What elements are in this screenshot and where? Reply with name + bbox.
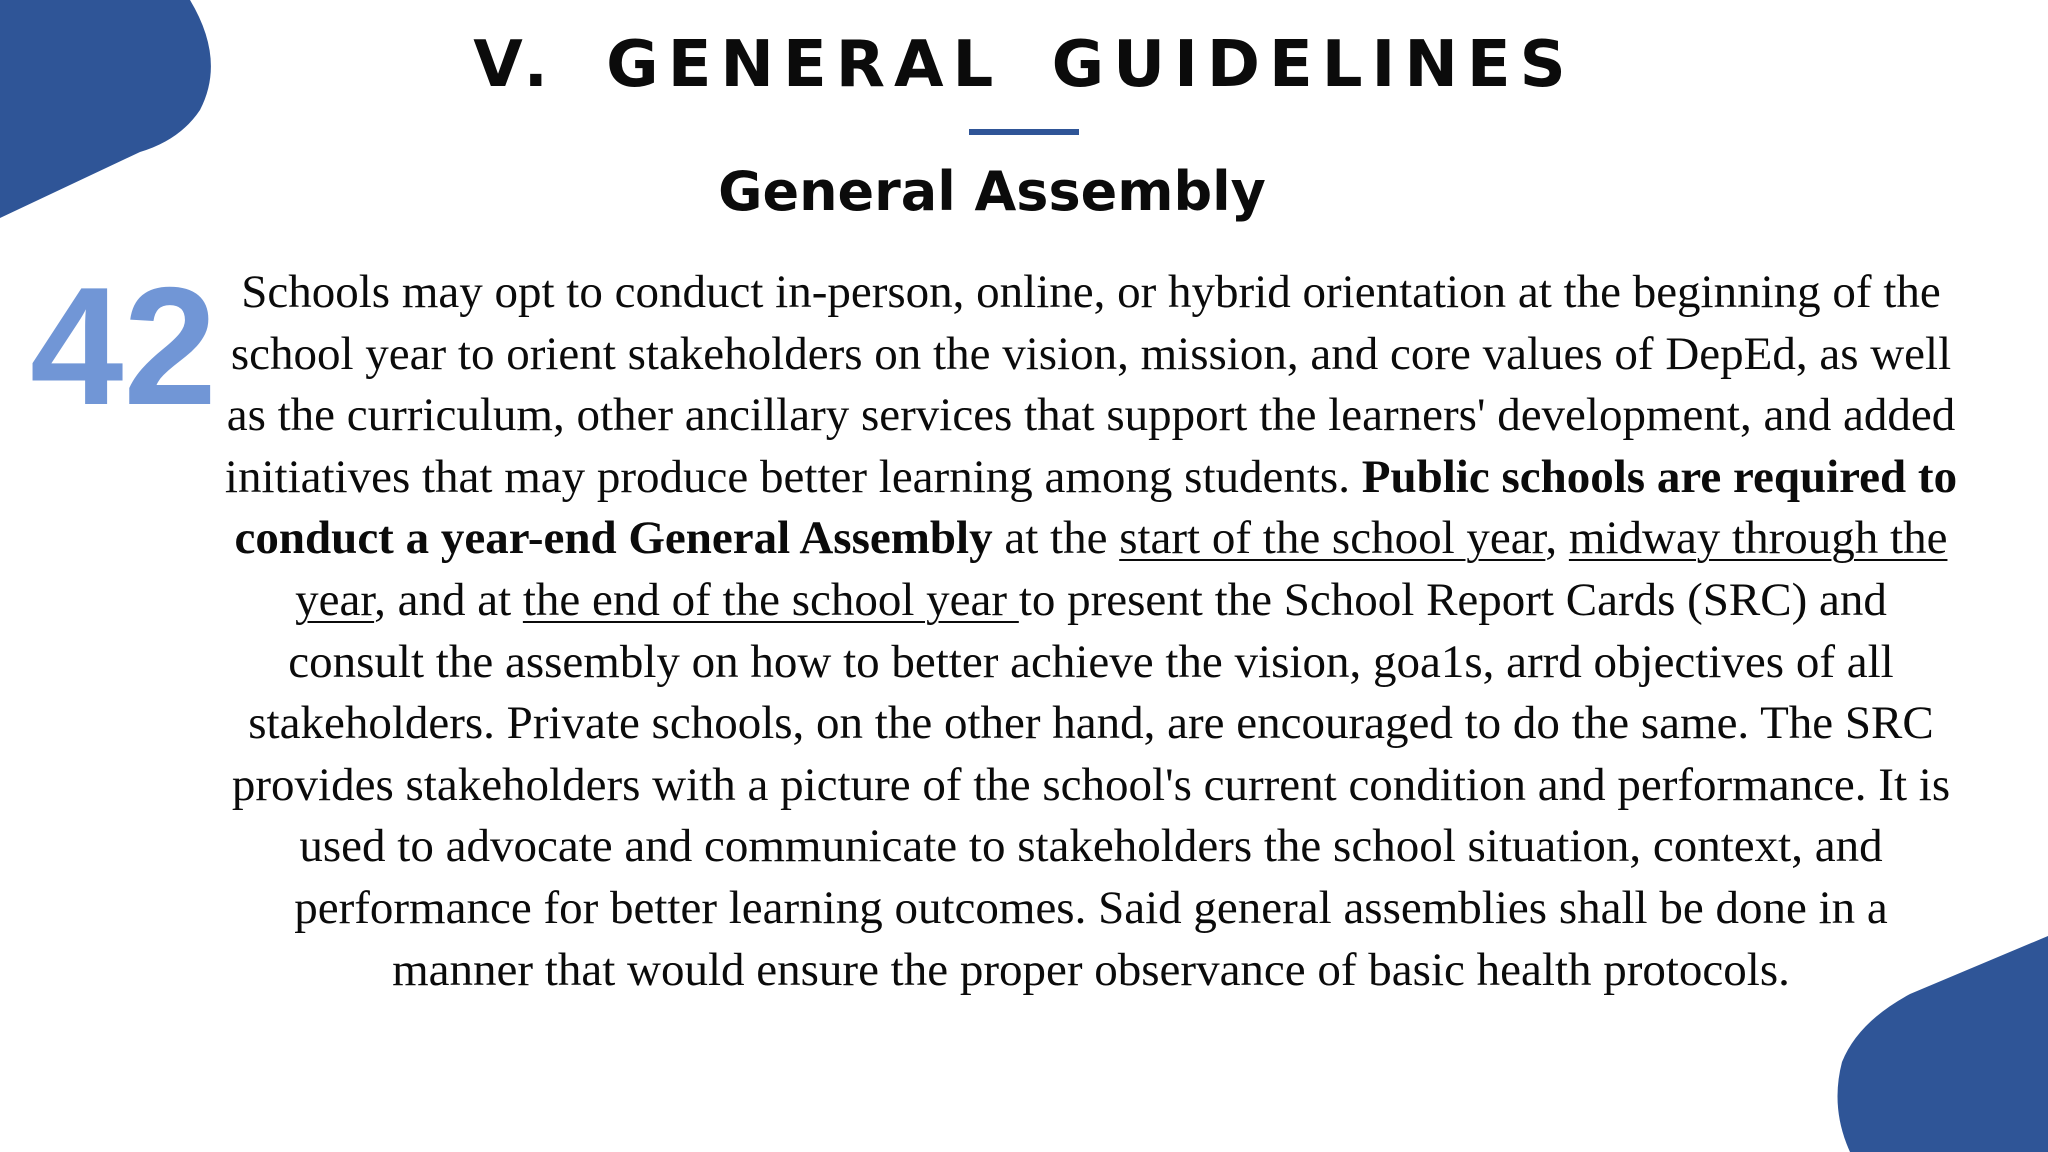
text-run: , and at <box>374 573 523 626</box>
underlined-text-run: the end of the school year <box>522 573 1019 626</box>
text-run: at the <box>992 512 1120 565</box>
text-run: to present the School Report Cards (SRC) and consult the assembly on how to better achieve the vision, goa1s, arrd objectives of all stakeholders. Private schools, on the other hand, are encouraged to do the same. The SRC provides stakeholders with a picture of the school's current condition and performance. It is used to advocate and communicate to stakeholders the school situation, context, and performance for better learning outcomes. Said general assemblies shall be done in a manner that would ensure the proper observance of basic health protocols. <box>231 573 1951 996</box>
underlined-text-run: midway through the year <box>295 512 1948 626</box>
bold-text-run: Public schools are required to conduct a year-end General Assembly <box>234 450 1958 565</box>
body-paragraph <box>222 262 1960 1001</box>
slide-subtitle: General Assembly <box>718 160 1266 223</box>
text-run: Schools may opt to conduct in-person, online, or hybrid orientation at the beginning of the school year to orient stakeholders on the vision, mission, and core values of DepEd, as well as the curriculum, other ancillary services that support the learners' development, and added initiatives that may produce better learning among students. <box>224 266 1956 503</box>
slide-title: V. GENERAL GUIDELINES <box>473 28 1575 102</box>
underlined-text-run: start of the school year <box>1119 512 1546 565</box>
title-underline-rule <box>969 129 1079 135</box>
text-run: , <box>1545 512 1569 565</box>
page-number: 42 <box>30 252 217 440</box>
